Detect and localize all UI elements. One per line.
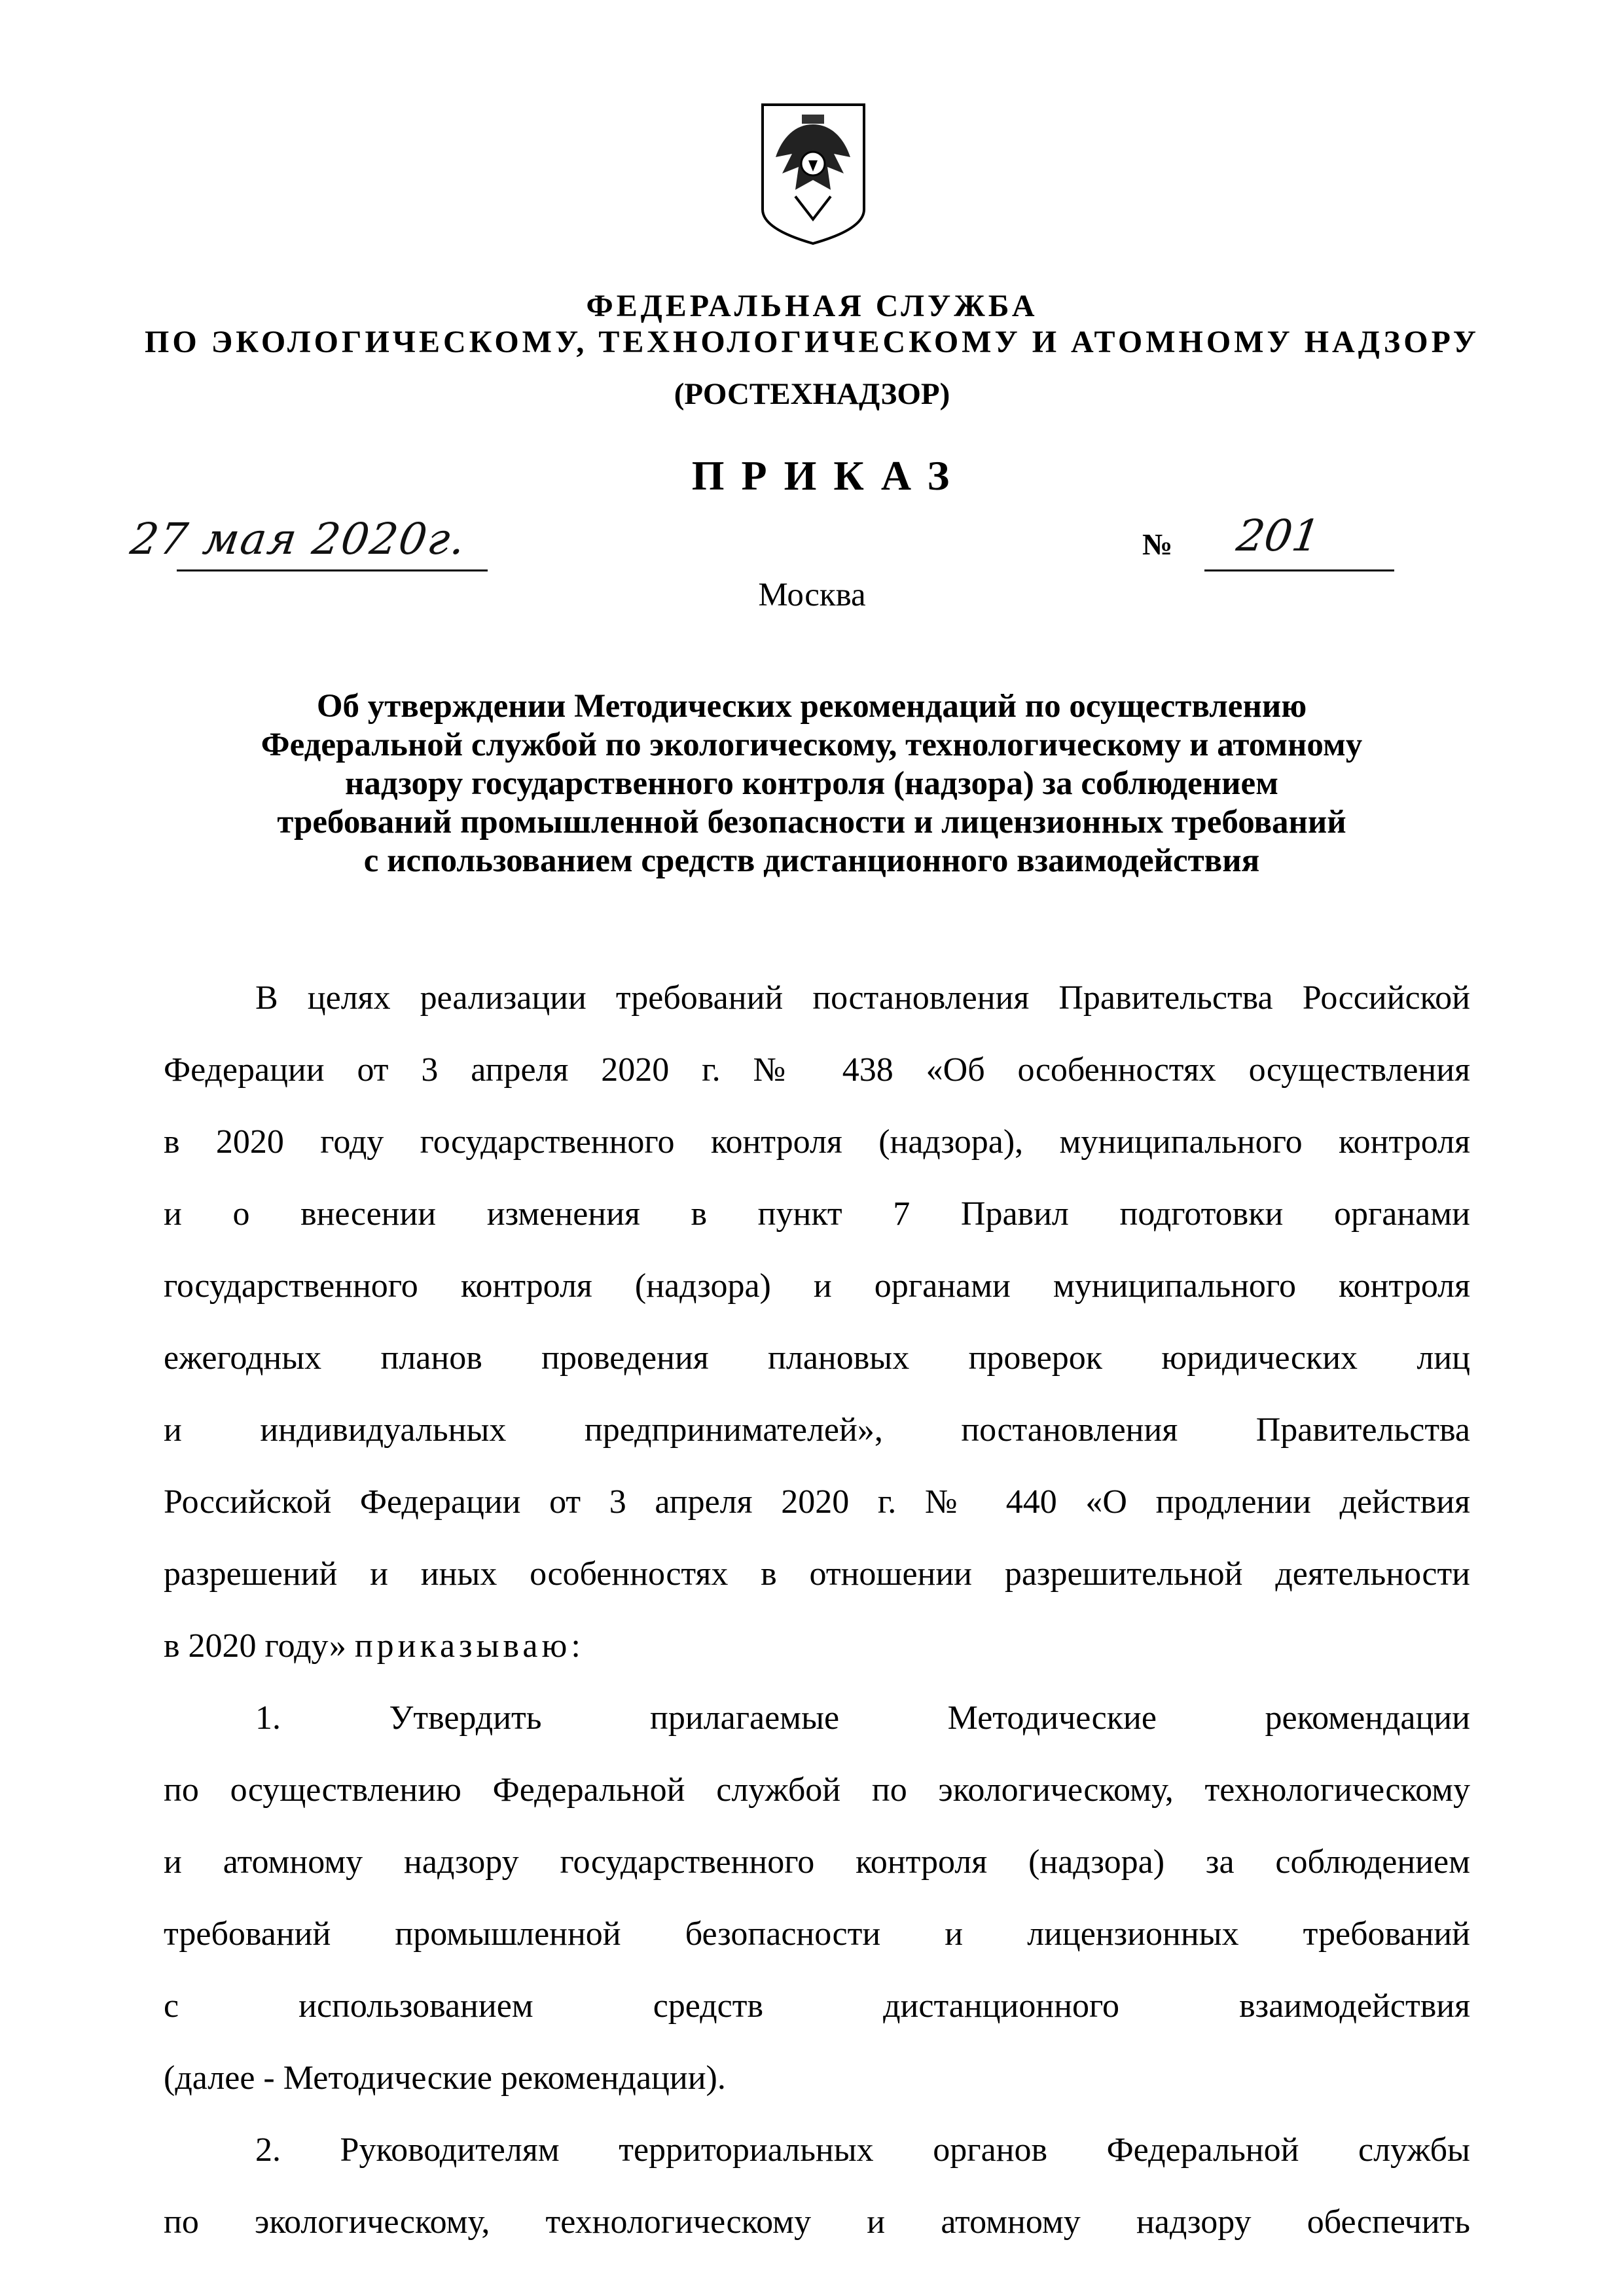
body-line: и индивидуальных предпринимателей», постановления Правительства <box>164 1411 1470 1449</box>
state-emblem-icon <box>756 98 871 249</box>
document-title <box>164 687 1460 880</box>
item1-line: (далее - Методические рекомендации). <box>164 2059 726 2097</box>
body-line: в 2020 году государственного контроля (надзора), муниципального контроля <box>164 1123 1470 1161</box>
item1-line: 1. Утвердить прилагаемые Методические рекомендации <box>255 1699 1470 1737</box>
order-keyword: приказываю: <box>354 1627 585 1665</box>
body-line: разрешений и иных особенностях в отношении разрешительной деятельности <box>164 1555 1470 1593</box>
body-line: Федерации от 3 апреля 2020 г. № 438 «Об особенностях осуществления <box>164 1051 1470 1089</box>
body-line: ежегодных планов проведения плановых проверок юридических лиц <box>164 1339 1470 1377</box>
date-underline <box>177 569 488 571</box>
item1-line: с использованием средств дистанционного взаимодействия <box>164 1987 1470 2025</box>
item1-line: и атомному надзору государственного контроля (надзора) за соблюдением <box>164 1843 1470 1881</box>
title-line: требований промышленной безопасности и лицензионных требований <box>277 804 1346 840</box>
title-line: надзору государственного контроля (надзора) за соблюдением <box>345 765 1278 802</box>
number-underline <box>1204 569 1394 571</box>
city: Москва <box>758 577 866 613</box>
title-line: Об утверждении Методических рекомендаций по осуществлению <box>316 688 1307 725</box>
body-line: Российской Федерации от 3 апреля 2020 г. № 440 «О продлении действия <box>164 1483 1470 1521</box>
org-short-name: (РОСТЕХНАДЗОР) <box>674 377 950 411</box>
handwritten-number: 201 <box>1233 511 1324 561</box>
body-line: государственного контроля (надзора) и органами муниципального контроля <box>164 1267 1470 1305</box>
item2-line: по экологическому, технологическому и атомному надзору обеспечить <box>164 2203 1470 2241</box>
item1-line: требований промышленной безопасности и лицензионных требований <box>164 1915 1470 1953</box>
number-sign: № <box>1142 528 1173 561</box>
body-line <box>164 1627 1470 1666</box>
org-name-line1: ФЕДЕРАЛЬНАЯ СЛУЖБА <box>586 289 1038 323</box>
body-line: В целях реализации требований постановления Правительства Российской <box>255 979 1470 1017</box>
item2-line: 2. Руководителям территориальных органов Федеральной службы <box>255 2131 1470 2169</box>
body-line-text: в 2020 году» <box>164 1627 355 1665</box>
title-line: с использованием средств дистанционного взаимодействия <box>363 842 1260 879</box>
title-line: Федеральной службой по экологическому, технологическому и атомному <box>261 727 1363 763</box>
body-line: и о внесении изменения в пункт 7 Правил подготовки органами <box>164 1195 1470 1233</box>
item1-line: по осуществлению Федеральной службой по экологическому, технологическому <box>164 1771 1470 1809</box>
org-name-line2: ПО ЭКОЛОГИЧЕСКОМУ, ТЕХНОЛОГИЧЕСКОМУ И АТОМНОМУ НАДЗОРУ <box>145 325 1479 359</box>
handwritten-date: 27 мая 2020г. <box>127 514 470 564</box>
document-type: ПРИКАЗ <box>691 452 967 499</box>
